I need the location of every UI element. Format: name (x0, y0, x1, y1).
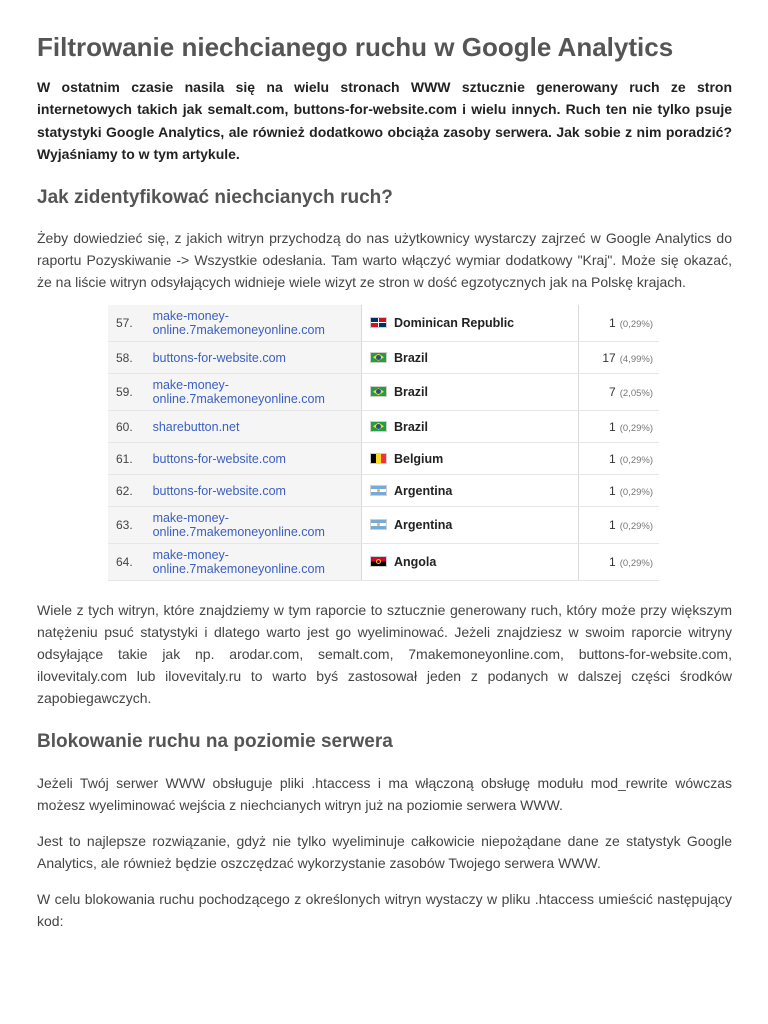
site-line-1: sharebutton.net (152, 419, 240, 434)
country-name: Brazil (393, 419, 429, 434)
flag-belgium-icon (370, 453, 387, 464)
table-row (108, 507, 659, 544)
flag-argentina-icon (370, 519, 387, 530)
sessions-value: 1 (609, 518, 616, 533)
country-name: Argentina (393, 518, 453, 533)
referral-site-link[interactable] (153, 443, 362, 475)
country-name: Brazil (393, 350, 429, 365)
flag-brazil-icon (370, 421, 387, 432)
referral-site-link[interactable] (153, 411, 362, 443)
sessions-value: 7 (609, 385, 616, 400)
flag-angola-icon (370, 556, 387, 567)
site-line-1: make-money- (152, 309, 229, 324)
site-line-1: buttons-for-website.com (152, 483, 286, 498)
sessions-cell (578, 507, 659, 544)
country-name: Belgium (393, 451, 444, 466)
country-name: Angola (393, 555, 437, 570)
site-line-1: buttons-for-website.com (152, 451, 286, 466)
referral-site-link[interactable] (153, 342, 362, 374)
country-cell[interactable] (361, 374, 578, 411)
sessions-percent: (0,29%) (619, 486, 653, 498)
site-line-2: online.7makemoneyonline.com (152, 562, 325, 577)
country-name: Brazil (393, 385, 429, 400)
country-name: Argentina (393, 483, 453, 498)
sessions-value: 1 (609, 451, 616, 466)
site-line-2: online.7makemoneyonline.com (152, 392, 325, 407)
sessions-value: 1 (609, 316, 616, 331)
row-index: 62. (108, 475, 153, 507)
paragraph-identify-conclusion: Wiele z tych witryn, które znajdziemy w tym raporcie to sztucznie generowany ruch, który może przy większym natężeniu psuć statystyki i dlatego warto jest go wyeliminować. Jeżeli znajdziesz w swoim raporcie witryny odsyłające takie jak np. arodar.com, semalt.com, 7makemoneyonline.com, buttons-for-website.com, ilovevitaly.com lub ilovevitaly.ru to warto byś zastosował jeden z podanych w dalszej części środków zapobiegawczych. (37, 602, 732, 707)
row-index: 60. (108, 411, 153, 443)
referral-site-link[interactable] (153, 475, 362, 507)
paragraph-identify-intro: Żeby dowiedzieć się, z jakich witryn przychodzą do nas użytkownicy wystarczy zajrzeć w Google Analytics do raportu Pozyskiwanie -> Wszystkie odesłania. Tam warto włączyć wymiar dodatkowy "Kraj". Może się okazać, że na liście witryn odsyłających widnieje wiele wizyt ze stron w dość egzotycznych jak na Polskę krajach. (37, 230, 732, 291)
flag-brazil-icon (370, 386, 387, 397)
sessions-value: 1 (609, 483, 616, 498)
sessions-percent: (2,05%) (619, 388, 653, 400)
sessions-value: 1 (609, 555, 616, 570)
sessions-percent: (0,29%) (619, 319, 653, 331)
paragraph-code-intro: W celu blokowania ruchu pochodzącego z określonych witryn wystaczy w pliku .htaccess umieścić następujący kod: (37, 891, 732, 930)
site-line-1: make-money- (152, 548, 229, 563)
row-index: 61. (108, 443, 153, 475)
article (37, 30, 732, 932)
referral-site-link[interactable] (153, 305, 362, 342)
sessions-cell (578, 475, 659, 507)
sessions-cell (578, 342, 659, 374)
sessions-cell (578, 443, 659, 475)
referral-report-screenshot (108, 305, 659, 581)
sessions-value: 1 (609, 419, 616, 434)
table-row (108, 374, 659, 411)
article-title: Filtrowanie niechcianego ruchu w Google Analytics (37, 32, 674, 62)
sessions-value: 17 (602, 350, 616, 365)
site-line-1: make-money- (152, 378, 229, 393)
sessions-cell (578, 544, 659, 581)
paragraph-htaccess-intro: Jeżeli Twój serwer WWW obsługuje pliki .htaccess i ma włączoną obsługę modułu mod_rewrite wówczas możesz wyeliminować wejścia z niechcianych witryn już na poziomie serwera WWW. (37, 775, 732, 814)
row-index: 63. (108, 507, 153, 544)
country-cell[interactable] (361, 475, 578, 507)
sessions-percent: (0,29%) (619, 454, 653, 466)
section-heading-identify: Jak zidentyfikować niechcianych ruch? (37, 187, 393, 209)
sessions-percent: (4,99%) (619, 353, 653, 365)
site-line-1: make-money- (152, 511, 229, 526)
table-row (108, 443, 659, 475)
referral-site-link[interactable] (153, 507, 362, 544)
table-row (108, 475, 659, 507)
section-heading-server-blocking: Blokowanie ruchu na poziomie serwera (37, 731, 393, 753)
site-line-1: buttons-for-website.com (152, 350, 286, 365)
referral-site-link[interactable] (153, 544, 362, 581)
table-row (108, 544, 659, 581)
country-cell[interactable] (361, 342, 578, 374)
site-line-2: online.7makemoneyonline.com (152, 323, 325, 338)
article-lead: W ostatnim czasie nasila się na wielu stronach WWW sztucznie generowany ruch ze stron internetowych takich jak semalt.com, buttons-for-website.com i wielu innych. Ruch ten nie tylko psuje statystyki Google Analytics, ale również dodatkowo obciąża zasoby serwera. Jak sobie z nim poradzić? Wyjaśniamy to w tym artykule. (37, 79, 732, 162)
flag-dominican-republic-icon (370, 317, 387, 328)
flag-argentina-icon (370, 485, 387, 496)
table-row (108, 342, 659, 374)
referral-site-link[interactable] (153, 374, 362, 411)
country-cell[interactable] (361, 443, 578, 475)
row-index: 64. (108, 544, 153, 581)
sessions-percent: (0,29%) (619, 521, 653, 533)
referral-table (108, 305, 659, 581)
table-row (108, 411, 659, 443)
row-index: 58. (108, 342, 153, 374)
site-line-2: online.7makemoneyonline.com (152, 525, 325, 540)
country-cell[interactable] (361, 507, 578, 544)
sessions-percent: (0,29%) (619, 558, 653, 570)
country-name: Dominican Republic (393, 316, 515, 331)
row-index: 57. (108, 305, 153, 342)
country-cell[interactable] (361, 305, 578, 342)
flag-brazil-icon (370, 352, 387, 363)
sessions-percent: (0,29%) (619, 422, 653, 434)
table-row (108, 305, 659, 342)
country-cell[interactable] (361, 411, 578, 443)
country-cell[interactable] (361, 544, 578, 581)
sessions-cell (578, 374, 659, 411)
paragraph-best-solution: Jest to najlepsze rozwiązanie, gdyż nie tylko wyeliminuje całkowicie niepożądane dane ze statystyk Google Analytics, ale również będzie oszczędzać wykorzystanie zasobów Twojego serwera WWW. (37, 833, 732, 872)
row-index: 59. (108, 374, 153, 411)
sessions-cell (578, 305, 659, 342)
sessions-cell (578, 411, 659, 443)
